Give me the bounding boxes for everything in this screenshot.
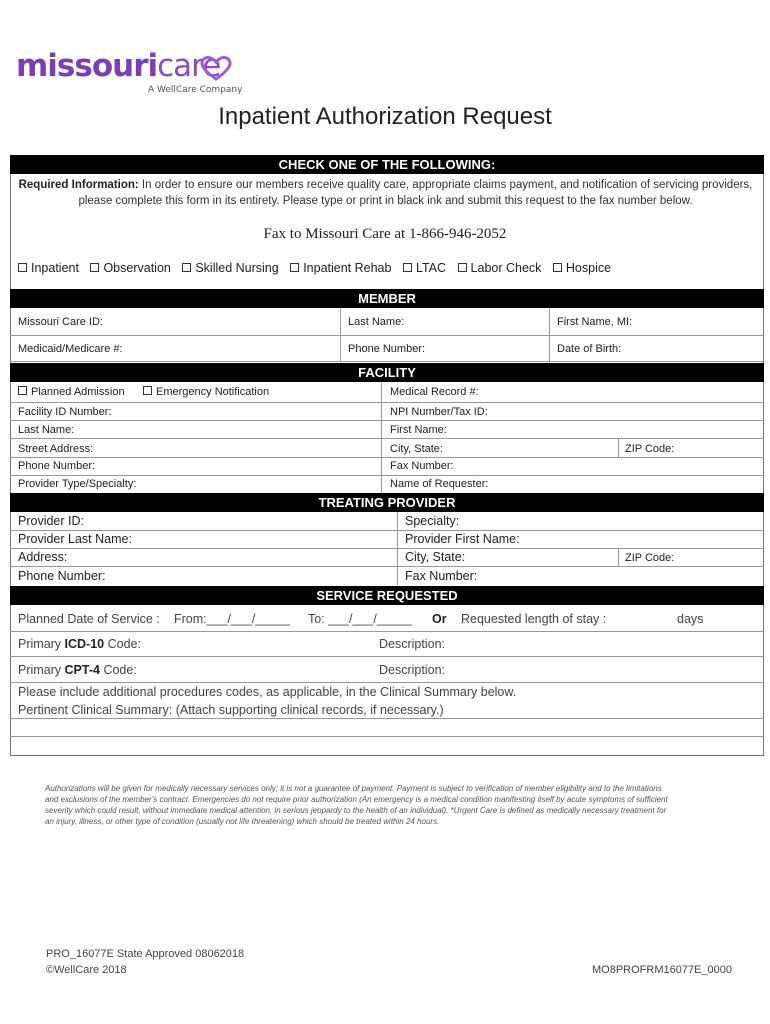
- provider-city-state-field[interactable]: City, State:: [405, 550, 466, 564]
- emergency-notification-option[interactable]: Emergency Notification: [143, 386, 269, 398]
- divider: [618, 548, 619, 566]
- divider: [10, 457, 764, 458]
- facility-phone-field[interactable]: Phone Number:: [18, 460, 96, 472]
- logo-word-missouri: missouri: [16, 48, 158, 84]
- option-hospice[interactable]: Hospice: [553, 261, 611, 275]
- provider-type-field[interactable]: Provider Type/Specialty:: [18, 478, 137, 490]
- page-title: Inpatient Authorization Request: [218, 103, 552, 130]
- length-of-stay-field[interactable]: Requested length of stay :: [461, 612, 607, 626]
- cpt4-code-field[interactable]: Primary CPT-4 Code:: [18, 663, 137, 677]
- divider: [10, 548, 764, 549]
- service-requested-header: SERVICE REQUESTED: [10, 586, 764, 605]
- medicaid-field[interactable]: Medicaid/Medicare #:: [18, 343, 123, 355]
- facility-id-field[interactable]: Facility ID Number:: [18, 406, 112, 418]
- intro-text: [18, 177, 753, 209]
- to-date-field[interactable]: To: ___/___/_____: [308, 612, 412, 626]
- icd10-code-field[interactable]: Primary ICD-10 Code:: [18, 637, 141, 651]
- treating-provider-header: TREATING PROVIDER: [10, 493, 764, 512]
- disclaimer-text: Authorizations will be given for medically necessary services only; it is not a guarantee of payment. Payment is subject to verification of member eligibility and to the limitations and exclusions of the member's contract. Emergencies do not require prior authorization (An emergency is a medical condition manifesting itself by acute symptoms of sufficient severity which could result, without immediate medical attention, in serious jeopardy to the health of an individual). *Urgent Care is defined as medically necessary treatment for an injury, illness, or other type of condition (usually not life threatening) which should be treated within 24 hours.: [45, 784, 668, 826]
- divider: [397, 512, 398, 585]
- clinical-summary-field[interactable]: [11, 719, 763, 755]
- divider: [10, 682, 764, 683]
- npi-field[interactable]: NPI Number/Tax ID:: [390, 406, 488, 418]
- street-address-field[interactable]: Street Address:: [18, 443, 94, 455]
- option-ltac[interactable]: LTAC: [403, 261, 446, 275]
- footer-form-code: MO8PROFRM16077E_0000: [592, 964, 733, 976]
- checkbox[interactable]: [143, 386, 152, 395]
- request-type-options: [18, 261, 619, 275]
- facility-first-name-field[interactable]: First Name:: [390, 424, 447, 436]
- footer-copyright: ©WellCare 2018: [46, 964, 127, 976]
- checkbox[interactable]: [290, 263, 299, 272]
- member-phone-field[interactable]: Phone Number:: [348, 343, 426, 355]
- planned-date-label: Planned Date of Service :: [18, 612, 160, 626]
- clinical-summary-label: Pertinent Clinical Summary: (Attach supporting clinical records, if necessary.): [18, 703, 444, 717]
- option-inpatient[interactable]: Inpatient: [18, 261, 79, 275]
- or-label: Or: [432, 612, 447, 626]
- checkbox[interactable]: [18, 263, 27, 272]
- divider: [10, 530, 764, 531]
- option-inpatient-rehab[interactable]: Inpatient Rehab: [290, 261, 391, 275]
- checkbox[interactable]: [458, 263, 467, 272]
- divider: [340, 308, 341, 361]
- checkbox[interactable]: [553, 263, 562, 272]
- facility-fax-field[interactable]: Fax Number:: [390, 460, 454, 472]
- checkbox[interactable]: [18, 386, 27, 395]
- facility-city-state-field[interactable]: City, State:: [390, 443, 443, 455]
- provider-phone-field[interactable]: Phone Number:: [18, 569, 106, 583]
- heart-icon: [199, 55, 233, 81]
- check-one-header: CHECK ONE OF THE FOLLOWING:: [10, 155, 764, 174]
- provider-id-field[interactable]: Provider ID:: [18, 514, 84, 528]
- include-procedures-note: Please include additional procedures codes, as applicable, in the Clinical Summary below.: [18, 685, 517, 699]
- facility-last-name-field[interactable]: Last Name:: [18, 424, 75, 436]
- icd10-description-field[interactable]: Description:: [379, 637, 445, 651]
- divider: [10, 475, 764, 476]
- cpt4-description-field[interactable]: Description:: [379, 663, 445, 677]
- requester-name-field[interactable]: Name of Requester:: [390, 478, 489, 490]
- member-last-name-field[interactable]: Last Name:: [348, 316, 405, 328]
- option-skilled-nursing[interactable]: Skilled Nursing: [182, 261, 278, 275]
- facility-zip-field[interactable]: ZIP Code:: [625, 443, 675, 455]
- divider: [381, 382, 382, 493]
- member-header: MEMBER: [10, 289, 764, 308]
- provider-last-name-field[interactable]: Provider Last Name:: [18, 532, 132, 546]
- divider: [618, 438, 619, 457]
- checkbox[interactable]: [403, 263, 412, 272]
- option-observation[interactable]: Observation: [90, 261, 170, 275]
- divider: [10, 438, 764, 439]
- divider: [549, 308, 550, 361]
- divider: [10, 656, 764, 657]
- divider: [10, 361, 764, 362]
- fax-line: Fax to Missouri Care at 1-866-946-2052: [263, 226, 507, 242]
- provider-address-field[interactable]: Address:: [18, 550, 68, 564]
- member-first-name-field[interactable]: First Name, MI:: [557, 316, 633, 328]
- days-label: days: [677, 612, 704, 626]
- option-labor-check[interactable]: Labor Check: [458, 261, 542, 275]
- facility-header: FACILITY: [10, 363, 764, 382]
- divider: [10, 335, 764, 336]
- dob-field[interactable]: Date of Birth:: [557, 343, 622, 355]
- provider-zip-field[interactable]: ZIP Code:: [625, 552, 675, 564]
- intro-bold: Required Information:: [18, 179, 139, 191]
- divider: [10, 631, 764, 632]
- brand-logo: [16, 48, 220, 84]
- divider: [10, 566, 764, 567]
- planned-admission-option[interactable]: Planned Admission: [18, 386, 125, 398]
- divider: [10, 420, 764, 421]
- logo-subtitle: A WellCare Company: [148, 85, 243, 95]
- logo-word-care: care: [157, 48, 221, 84]
- provider-fax-field[interactable]: Fax Number:: [405, 569, 478, 583]
- divider: [10, 402, 764, 403]
- specialty-field[interactable]: Specialty:: [405, 514, 460, 528]
- from-date-field[interactable]: From:___/___/_____: [174, 612, 291, 626]
- intro-body: In order to ensure our members receive quality care, appropriate claims payment, and notification of servicing providers, please complete this form in its entirety. Please type or print in black ink and submit this request to the fax number below.: [78, 179, 753, 207]
- medical-record-field[interactable]: Medical Record #:: [390, 386, 479, 398]
- provider-first-name-field[interactable]: Provider First Name:: [405, 532, 520, 546]
- footer-approval: PRO_16077E State Approved 08062018: [46, 948, 245, 960]
- checkbox[interactable]: [90, 263, 99, 272]
- checkbox[interactable]: [182, 263, 191, 272]
- missouri-care-id-field[interactable]: Missouri Care ID:: [18, 316, 103, 328]
